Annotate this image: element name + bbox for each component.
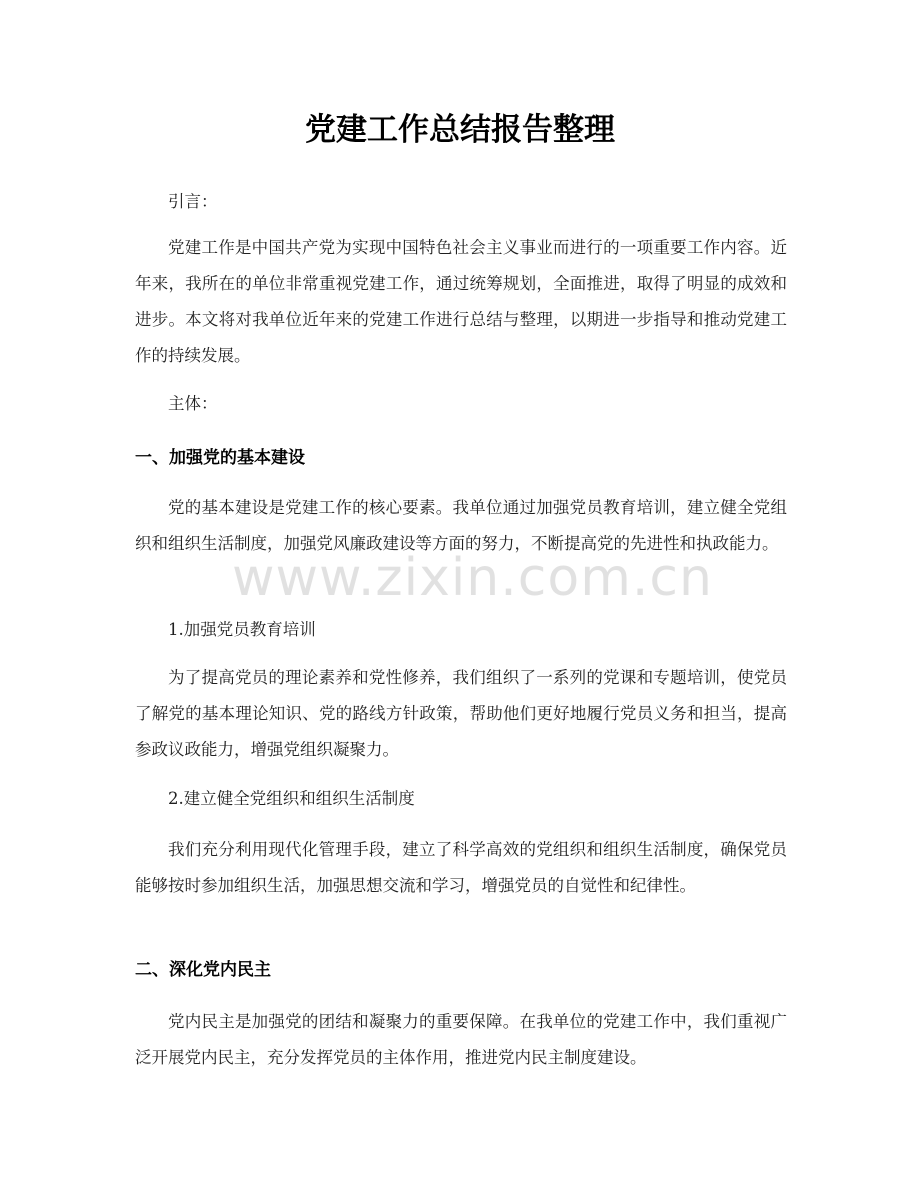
subsection2-heading: 2.建立健全党组织和组织生活制度 xyxy=(168,789,415,808)
subsection1-paragraph: 为了提高党员的理论素养和党性修养，我们组织了一系列的党课和专题培训，使党员了解党的基本理论知识、党的路线方针政策，帮助他们更好地履行党员义务和担当，提高参政议政能力，增强党组织凝聚力。 xyxy=(135,668,787,759)
body-label: 主体： xyxy=(168,394,218,413)
intro-label: 引言： xyxy=(168,192,218,211)
document-title: 党建工作总结报告整理 xyxy=(305,112,615,148)
watermark: www.zixin.com.cn xyxy=(232,548,713,608)
section2-heading: 二、深化党内民主 xyxy=(135,960,271,980)
section2-paragraph: 党内民主是加强党的团结和凝聚力的重要保障。在我单位的党建工作中，我们重视广泛开展党内民主，充分发挥党员的主体作用，推进党内民主制度建设。 xyxy=(135,1012,787,1067)
intro-paragraph: 党建工作是中国共产党为实现中国特色社会主义事业而进行的一项重要工作内容。近年来，我所在的单位非常重视党建工作，通过统筹规划，全面推进，取得了明显的成效和进步。本文将对我单位近年来的党建工作进行总结与整理，以期进一步指导和推动党建工作的持续发展。 xyxy=(135,238,787,365)
section1-heading: 一、加强党的基本建设 xyxy=(135,448,305,468)
subsection2-paragraph: 我们充分利用现代化管理手段，建立了科学高效的党组织和组织生活制度，确保党员能够按时参加组织生活，加强思想交流和学习，增强党员的自觉性和纪律性。 xyxy=(135,840,787,895)
subsection1-heading: 1.加强党员教育培训 xyxy=(168,620,316,639)
section1-paragraph: 党的基本建设是党建工作的核心要素。我单位通过加强党员教育培训，建立健全党组织和组织生活制度，加强党风廉政建设等方面的努力，不断提高党的先进性和执政能力。 xyxy=(135,498,787,553)
